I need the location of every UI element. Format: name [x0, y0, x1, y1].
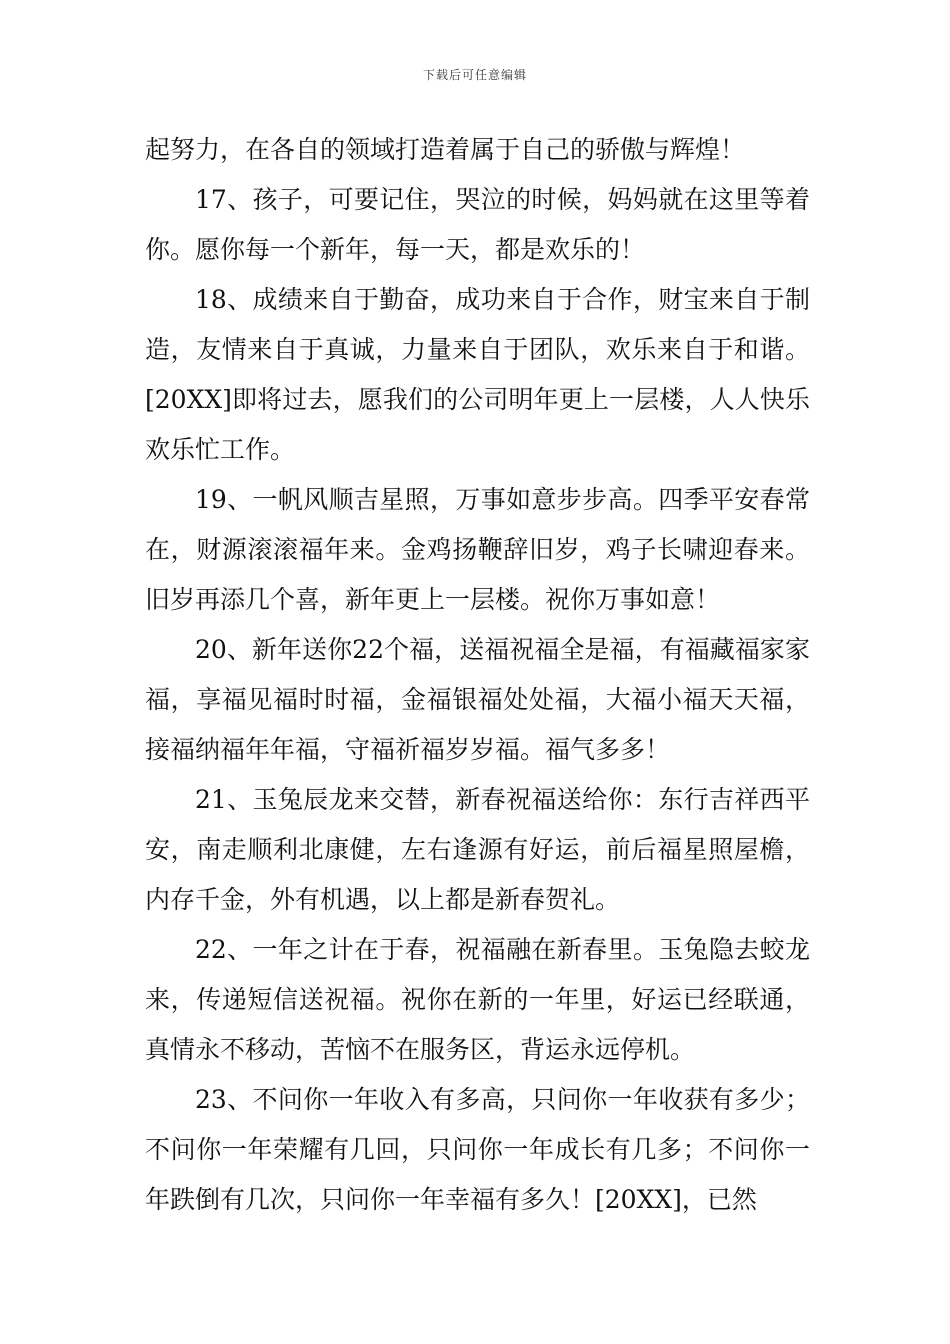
- paragraph-19: 19、一帆风顺吉星照，万事如意步步高。四季平安春常在，财源滚滚福年来。金鸡扬鞭辞旧岁，鸡子长啸迎春来。旧岁再添几个喜，新年更上一层楼。祝你万事如意！: [145, 485, 810, 614]
- paragraph-21: 21、玉兔辰龙来交替，新春祝福送给你：东行吉祥西平安，南走顺利北康健，左右逢源有好运，前后福星照屋檐，内存千金，外有机遇，以上都是新春贺礼。: [145, 785, 810, 914]
- page-header: 下载后可任意编辑: [422, 68, 527, 82]
- paragraph-20: 20、新年送你22个福，送福祝福全是福，有福藏福家家福，享福见福时时福，金福银福处处福，大福小福天天福，接福纳福年年福，守福祈福岁岁福。福气多多！: [145, 635, 810, 764]
- paragraph-17: 17、孩子，可要记住，哭泣的时候，妈妈就在这里等着你。愿你每一个新年，每一天，都是欢乐的！: [145, 185, 810, 264]
- paragraph-continued: 起努力，在各自的领域打造着属于自己的骄傲与辉煌！: [145, 135, 746, 164]
- paragraph-22: 22、一年之计在于春，祝福融在新春里。玉兔隐去蛟龙来，传递短信送祝福。祝你在新的一年里，好运已经联通，真情永不移动，苦恼不在服务区，背运永远停机。: [145, 935, 810, 1064]
- paragraph-23: 23、不问你一年收入有多高，只问你一年收获有多少；不问你一年荣耀有几回，只问你一年成长有几多；不问你一年跌倒有几次，只问你一年幸福有多久！[20XX]，已然: [145, 1085, 810, 1214]
- document-body: [145, 125, 810, 1225]
- paragraph-18: 18、成绩来自于勤奋，成功来自于合作，财宝来自于制造，友情来自于真诚，力量来自于团队，欢乐来自于和谐。[20XX]即将过去，愿我们的公司明年更上一层楼，人人快乐欢乐忙工作。: [145, 285, 810, 464]
